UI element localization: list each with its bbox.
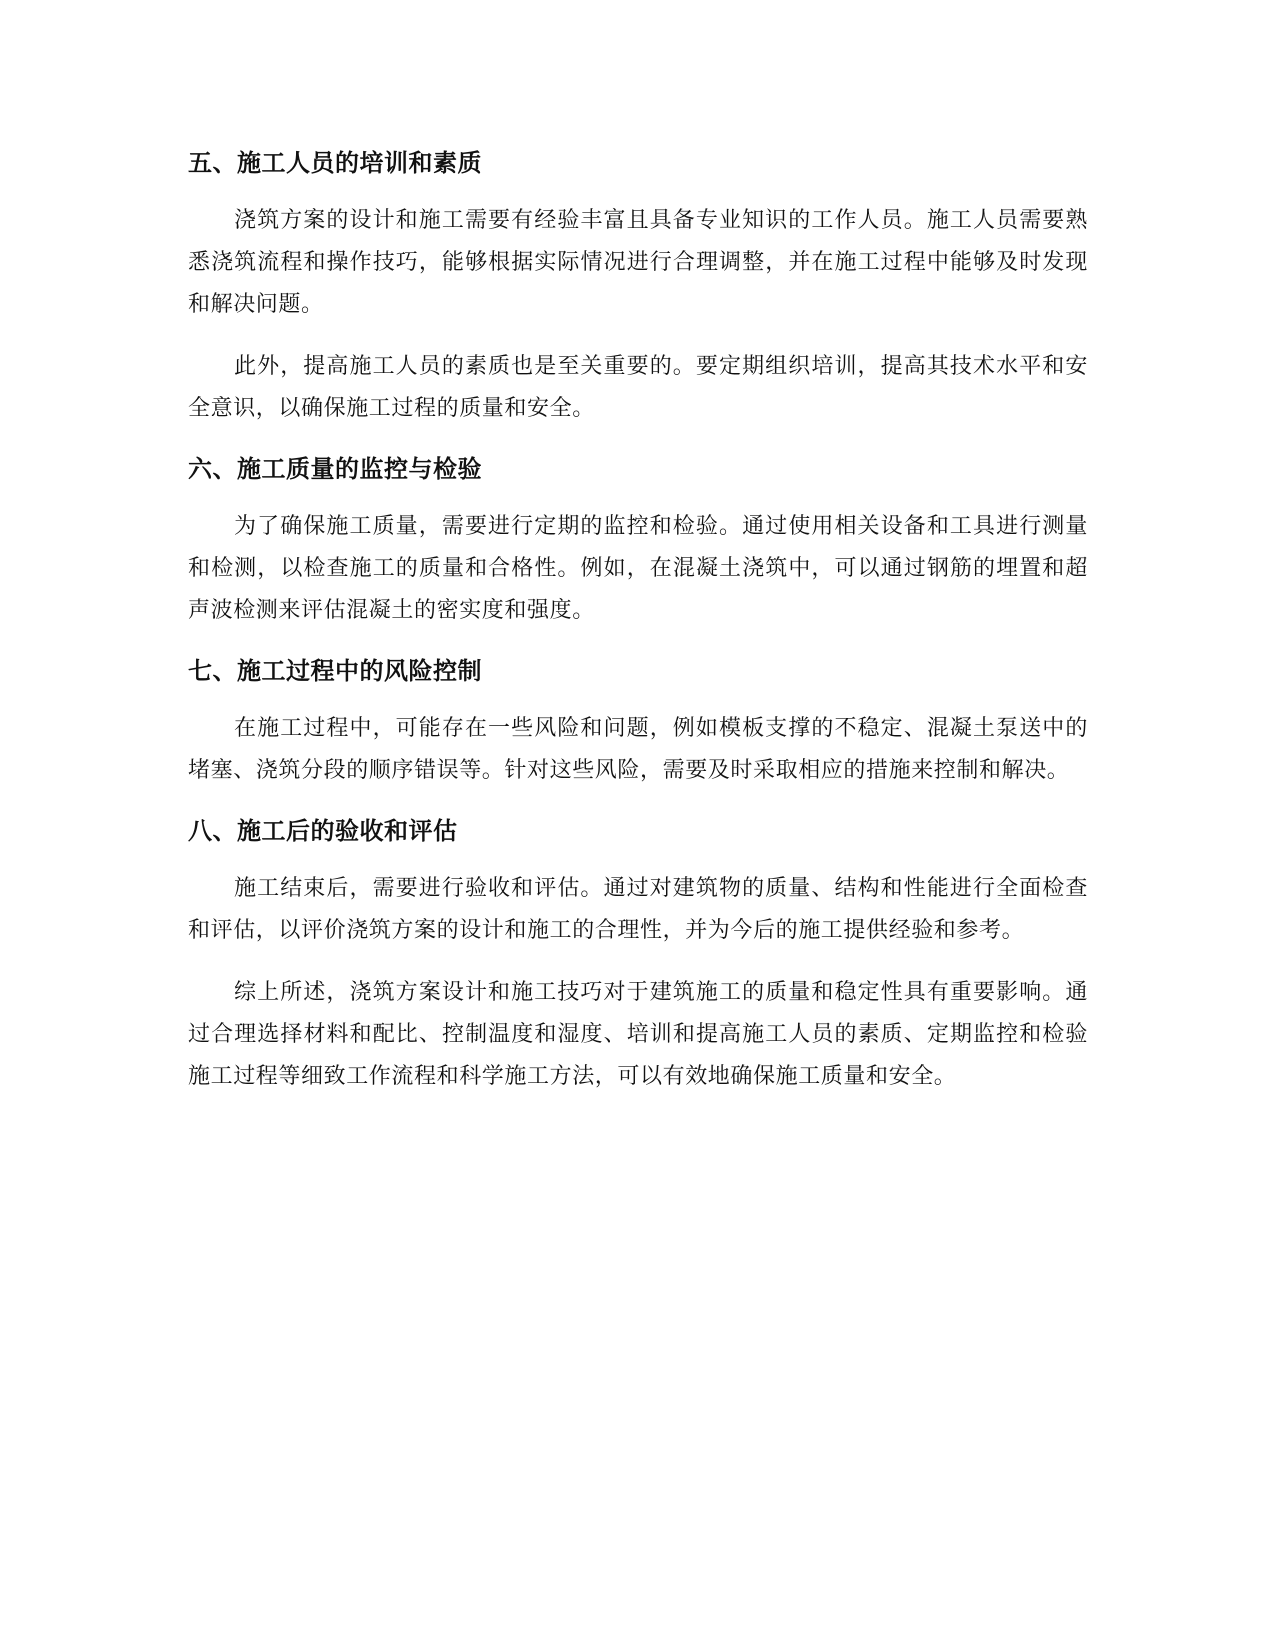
conclusion-paragraph: 综上所述，浇筑方案设计和施工技巧对于建筑施工的质量和稳定性具有重要影响。通过合理选择材料和配比、控制温度和湿度、培训和提高施工人员的素质、定期监控和检验施工过程等细致工作流程和科学施工方法，可以有效地确保施工质量和安全。	[188, 980, 1088, 1089]
paragraph: 为了确保施工质量，需要进行定期的监控和检验。通过使用相关设备和工具进行测量和检测，以检查施工的质量和合格性。例如，在混凝土浇筑中，可以通过钢筋的埋置和超声波检测来评估混凝土的密实度和强度。	[188, 514, 1088, 623]
section-heading-6: 六、施工质量的监控与检验	[188, 455, 482, 483]
paragraph: 此外，提高施工人员的素质也是至关重要的。要定期组织培训，提高其技术水平和安全意识，以确保施工过程的质量和安全。	[188, 354, 1088, 421]
section-heading-7: 七、施工过程中的风险控制	[188, 657, 482, 685]
paragraph: 浇筑方案的设计和施工需要有经验丰富且具备专业知识的工作人员。施工人员需要熟悉浇筑流程和操作技巧，能够根据实际情况进行合理调整，并在施工过程中能够及时发现和解决问题。	[188, 208, 1088, 317]
paragraph: 在施工过程中，可能存在一些风险和问题，例如模板支撑的不稳定、混凝土泵送中的堵塞、浇筑分段的顺序错误等。针对这些风险，需要及时采取相应的措施来控制和解决。	[188, 716, 1088, 783]
section-heading-5: 五、施工人员的培训和素质	[188, 149, 482, 177]
paragraph: 施工结束后，需要进行验收和评估。通过对建筑物的质量、结构和性能进行全面检查和评估，以评价浇筑方案的设计和施工的合理性，并为今后的施工提供经验和参考。	[188, 876, 1088, 943]
section-heading-8: 八、施工后的验收和评估	[188, 817, 458, 845]
document-body	[188, 146, 1088, 1098]
